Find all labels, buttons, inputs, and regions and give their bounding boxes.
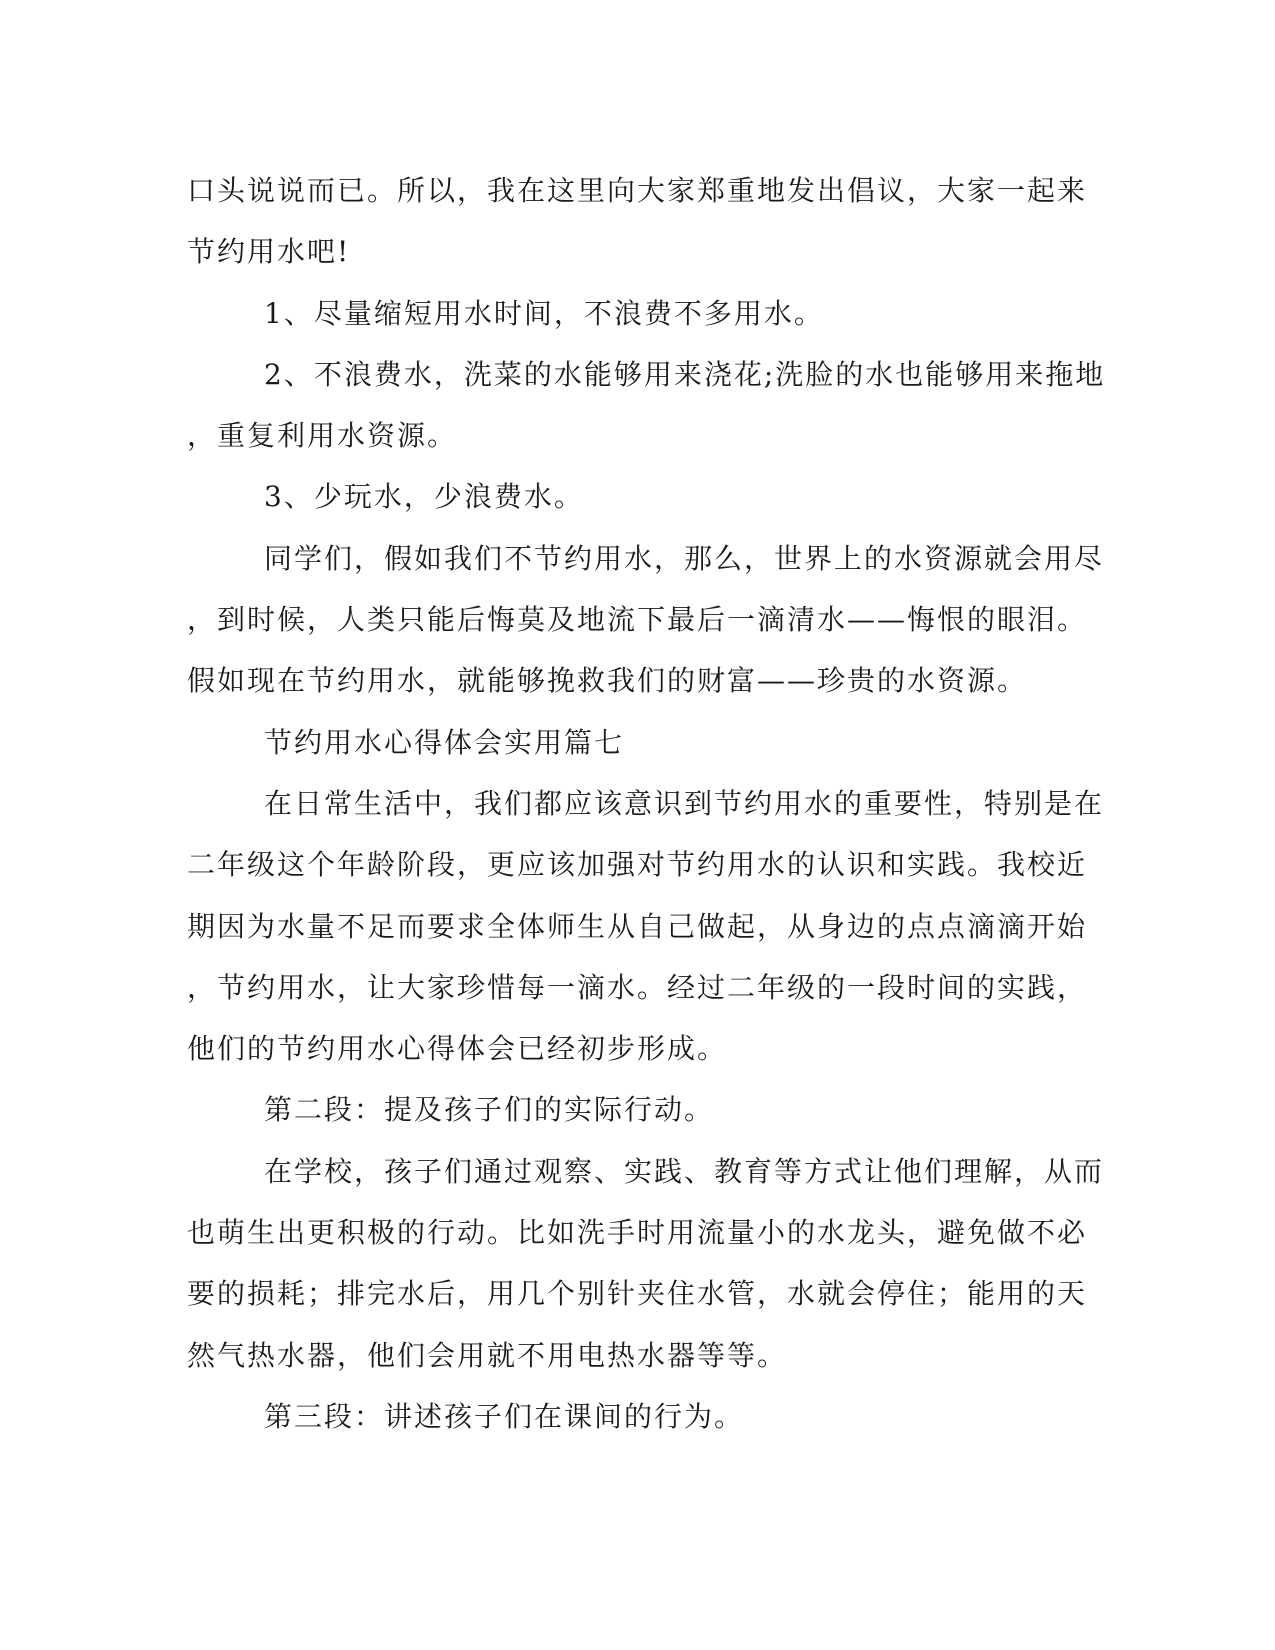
- text-line: 节约用水心得体会实用篇七: [264, 725, 625, 759]
- text-line: ，节约用水，让大家珍惜每一滴水。经过二年级的一段时间的实践，: [187, 970, 1088, 1004]
- text-line: ，到时候，人类只能后悔莫及地流下最后一滴清水——悔恨的眼泪。: [187, 603, 1088, 637]
- text-line: 节约用水吧!: [187, 235, 351, 269]
- text-line: 他们的节约用水心得体会已经初步形成。: [187, 1032, 728, 1066]
- text-line: 在日常生活中，我们都应该意识到节约用水的重要性，特别是在: [264, 786, 1105, 820]
- text-line: 在学校，孩子们通过观察、实践、教育等方式让他们理解，从而: [264, 1154, 1105, 1188]
- text-line: ，重复利用水资源。: [187, 419, 458, 453]
- text-line: 第三段：讲述孩子们在课间的行为。: [264, 1399, 745, 1433]
- text-line: 口头说说而已。所以，我在这里向大家郑重地发出倡议，大家一起来: [187, 174, 1088, 207]
- text-line: 然气热水器，他们会用就不用电热水器等等。: [187, 1338, 788, 1372]
- document-body: [187, 160, 1106, 1447]
- text-line: 第二段：提及孩子们的实际行动。: [264, 1093, 715, 1127]
- text-line: 假如现在节约用水，就能够挽救我们的财富——珍贵的水资源。: [187, 664, 1028, 698]
- text-line: 也萌生出更积极的行动。比如洗手时用流量小的水龙头，避免做不必: [187, 1216, 1088, 1250]
- text-line: 同学们，假如我们不节约用水，那么，世界上的水资源就会用尽: [264, 541, 1105, 575]
- text-line: 二年级这个年龄阶段，更应该加强对节约用水的认识和实践。我校近: [187, 848, 1088, 882]
- text-line: 期因为水量不足而要求全体师生从自己做起，从身边的点点滴滴开始: [187, 909, 1088, 943]
- text-line: 要的损耗；排完水后，用几个别针夹住水管，水就会停住；能用的天: [187, 1277, 1088, 1311]
- text-line: 1、尽量缩短用水时间，不浪费不多用水。: [264, 296, 824, 330]
- text-line: 3、少玩水，少浪费水。: [264, 480, 584, 514]
- text-line: 2、不浪费水，洗菜的水能够用来浇花;洗脸的水也能够用来拖地: [264, 357, 1106, 391]
